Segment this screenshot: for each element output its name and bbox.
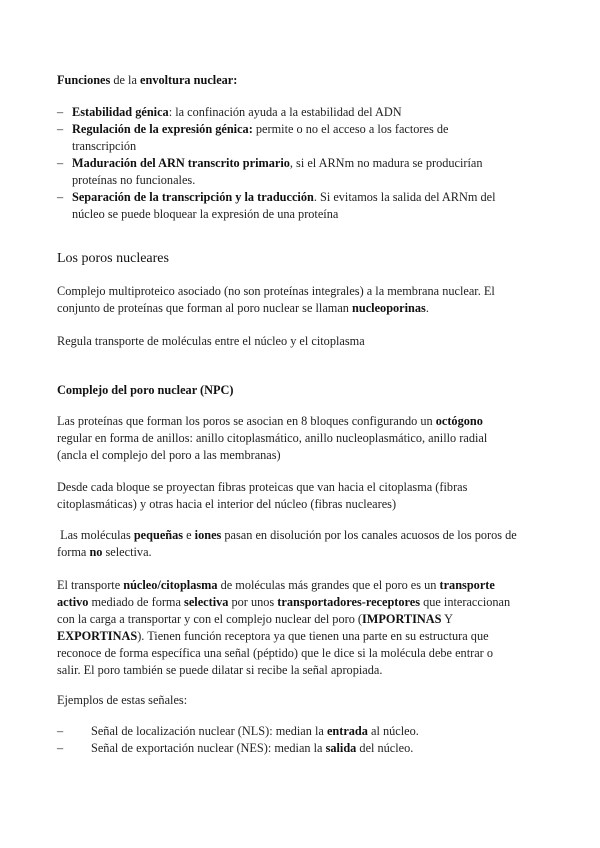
section-heading-poros: Los poros nucleares (57, 251, 169, 266)
text-run: . (425, 301, 429, 315)
selectiva-term: selectiva (184, 595, 229, 609)
item-text: , si el ARNm no madura se producirían proteínas no funcionales. (72, 156, 483, 187)
npc-heading-text: Complejo del poro nuclear (NPC) (57, 383, 234, 397)
bullet-dash: – (57, 122, 64, 136)
nucleo-citoplasma-term: núcleo/citoplasma (123, 578, 218, 592)
poros-paragraph-2: Regula transporte de moléculas entre el núcleo y el citoplasma (57, 334, 365, 348)
list-item (57, 155, 509, 189)
text-run: pasan en disolución por los canales acuosos de los poros de forma (57, 528, 517, 559)
salida-term: salida (325, 741, 357, 755)
npc-paragraph-5: Ejemplos de estas señales: (57, 693, 188, 707)
funciones-word: Funciones (57, 73, 111, 87)
envoltura-term: envoltura nuclear: (140, 73, 238, 87)
text-run: ). Tienen función receptora ya que tienen una parte en su estructura que reconoce de forma específica una señal (péptido) que le dice si la molécula debe entrar o salir. El poro también se puede dilatar si recibe la señal apropiada. (57, 629, 493, 677)
list-item (57, 189, 509, 223)
text-run: Señal de exportación nuclear (NES): median la (91, 741, 326, 755)
text-run: por unos (228, 595, 278, 609)
list-item (57, 121, 509, 155)
list-item (57, 723, 527, 740)
item-term: Separación de la transcripción y la traducción (72, 190, 314, 204)
npc-paragraph-1 (57, 413, 519, 464)
text-run: que interaccionan con la carga a transportar y con el complejo nuclear del poro ( (57, 595, 511, 626)
npc-paragraph-2: Desde cada bloque se proyectan fibras proteicas que van hacia el citoplasma (fibras citoplasmáticas) y otras hacia el interior del núcleo (fibras nucleares) (57, 480, 468, 511)
nucleoporinas-term: nucleoporinas (352, 301, 426, 315)
text-run: Las moléculas (57, 528, 134, 542)
item-term: Regulación de la expresión génica: (72, 122, 253, 136)
item-term: Estabilidad génica (72, 105, 169, 119)
octogono-term: octógono (435, 414, 483, 428)
item-term: Maduración del ARN transcrito primario (72, 156, 290, 170)
item-text: permite o no el acceso a los factores de transcripción (72, 122, 449, 153)
funciones-list (57, 104, 509, 223)
npc-paragraph-4 (57, 577, 519, 679)
poros-paragraph-1 (57, 283, 519, 317)
section-heading-npc (57, 382, 527, 399)
importinas-term: IMPORTINAS (362, 612, 442, 626)
pequenas-term: pequeñas (133, 528, 184, 542)
text-run: regular en forma de anillos: anillo citoplasmático, anillo nucleoplasmático, anillo radial (ancla el complejo del poro a las membranas) (57, 431, 488, 462)
text-run: Las proteínas que forman los poros se asocian en 8 bloques configurando un (57, 414, 436, 428)
exportinas-term: EXPORTINAS (57, 629, 138, 643)
transporte-activo-term: transporte activo (57, 578, 495, 609)
text-run: del núcleo. (356, 741, 414, 755)
transportadores-term: transportadores-receptores (277, 595, 421, 609)
text-run: Señal de localización nuclear (NLS): median la (91, 724, 327, 738)
text-run: de moléculas más grandes que el poro es un (217, 578, 440, 592)
npc-paragraph-3 (57, 527, 519, 561)
no-term: no (89, 545, 103, 559)
list-item (57, 740, 527, 757)
text-run: e (183, 528, 195, 542)
text-run: al núcleo. (367, 724, 419, 738)
bullet-dash: – (57, 105, 64, 119)
text-run: Complejo multiproteico asociado (no son proteínas integrales) a la membrana nuclear. El conjunto de proteínas que forman al poro nuclear se llaman (57, 284, 495, 315)
bullet-dash: – (57, 724, 64, 738)
bullet-dash: – (57, 156, 64, 170)
iones-term: iones (194, 528, 222, 542)
text-run: El transporte (57, 578, 124, 592)
text-run: Y (441, 612, 453, 626)
funciones-connector: de la (110, 73, 141, 87)
text-run: selectiva. (102, 545, 152, 559)
item-text: : la confinación ayuda a la estabilidad del ADN (168, 105, 402, 119)
bullet-dash: – (57, 741, 64, 755)
senales-list (57, 723, 527, 757)
text-run: mediado de forma (88, 595, 185, 609)
bullet-dash: – (57, 190, 64, 204)
entrada-term: entrada (326, 724, 368, 738)
item-text: . Si evitamos la salida del ARNm del núcleo se puede bloquear la expresión de una proteína (72, 190, 496, 221)
list-item (57, 104, 509, 121)
funciones-title (57, 72, 527, 89)
